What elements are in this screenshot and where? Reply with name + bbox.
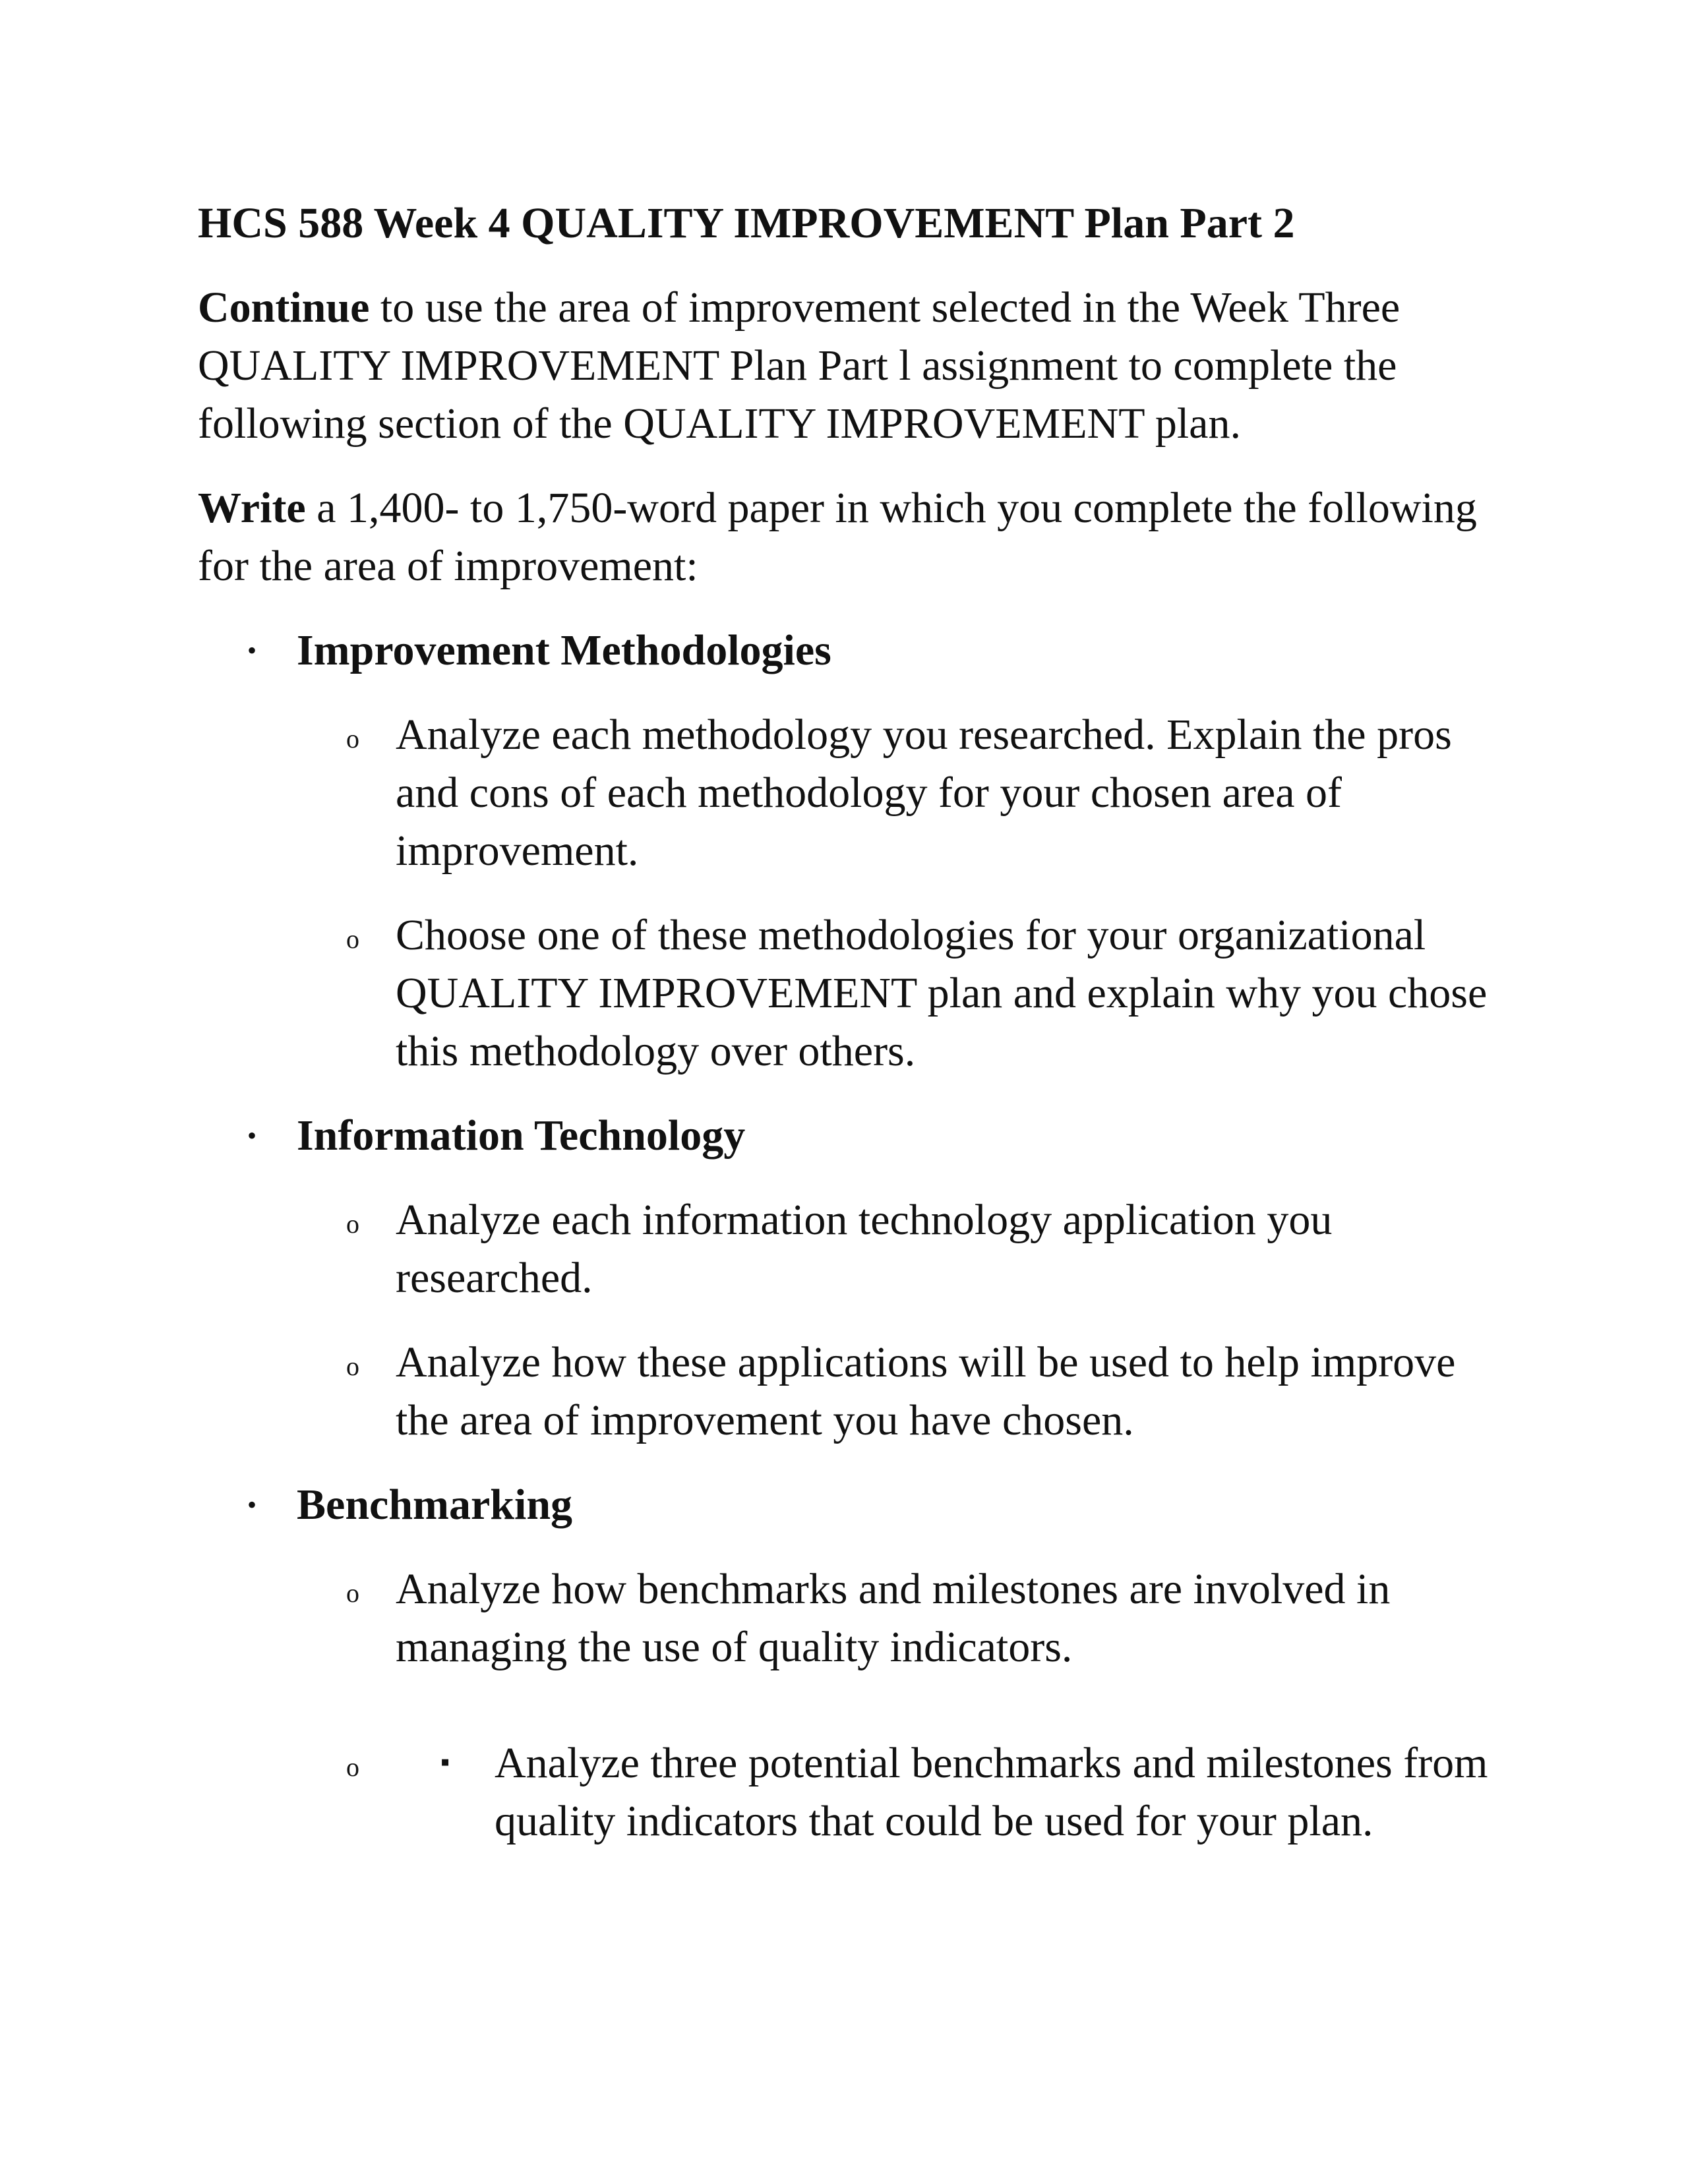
bullet-dot-icon: • [247, 1121, 257, 1150]
bullet-square-icon: ▪ [440, 1747, 450, 1777]
section-benchmarking [198, 1476, 1517, 1850]
section-improvement-methodologies [198, 622, 1517, 1080]
list-item-text: Choose one of these methodologies for your organizational QUALITY IMPROVEMENT plan and explain why you chose this methodology over others. [396, 911, 1488, 1075]
requirements-list [198, 622, 1517, 1850]
section-information-technology [198, 1107, 1517, 1450]
intro-paragraph [198, 279, 1517, 453]
section-items [297, 1560, 1517, 1850]
list-item-text: Analyze how these applications will be used to help improve the area of improvement you have chosen. [396, 1338, 1456, 1444]
bullet-dot-icon: • [247, 1490, 257, 1520]
section-heading: Improvement Methodologies [297, 626, 831, 674]
bullet-circle-icon: o [346, 924, 359, 954]
bullet-dot-icon: • [247, 635, 257, 665]
list-item [297, 1734, 1517, 1850]
sub-items [396, 1734, 1517, 1850]
list-item-text: Analyze how benchmarks and milestones are involved in managing the use of quality indicators. [396, 1565, 1391, 1671]
document-body [198, 194, 1517, 1877]
instruction-paragraph [198, 479, 1517, 595]
list-item-text: Analyze each information technology application you researched. [396, 1196, 1333, 1302]
bullet-circle-icon: o [346, 1578, 359, 1608]
list-item [297, 1191, 1517, 1307]
document-title: HCS 588 Week 4 QUALITY IMPROVEMENT Plan Part 2 [198, 199, 1295, 247]
bullet-circle-icon: o [346, 1209, 359, 1239]
bullet-circle-icon: o [346, 1351, 359, 1381]
instruction-lead: Write [198, 484, 306, 532]
list-item-text: Analyze each methodology you researched. Explain the pros and cons of each methodology for your chosen area of improvement. [396, 711, 1452, 875]
section-heading: Benchmarking [297, 1481, 573, 1529]
instruction-text: a 1,400- to 1,750-word paper in which you complete the following for the area of improvement: [198, 484, 1477, 590]
sub-list-item [396, 1734, 1517, 1850]
intro-lead: Continue [198, 283, 370, 332]
list-item [297, 906, 1517, 1080]
sub-list-item-text: Analyze three potential benchmarks and milestones from quality indicators that could be used for your plan. [495, 1739, 1488, 1845]
bullet-circle-icon: o [346, 1752, 359, 1782]
list-item [297, 1560, 1517, 1676]
bullet-circle-icon: o [346, 724, 359, 753]
intro-text: to use the area of improvement selected in the Week Three QUALITY IMPROVEMENT Plan Part l assignment to complete the following section of the QUALITY IMPROVEMENT plan. [198, 283, 1401, 448]
section-items [297, 1191, 1517, 1450]
section-items [297, 706, 1517, 1080]
section-heading: Information Technology [297, 1111, 746, 1160]
list-item [297, 1334, 1517, 1450]
list-item [297, 706, 1517, 880]
